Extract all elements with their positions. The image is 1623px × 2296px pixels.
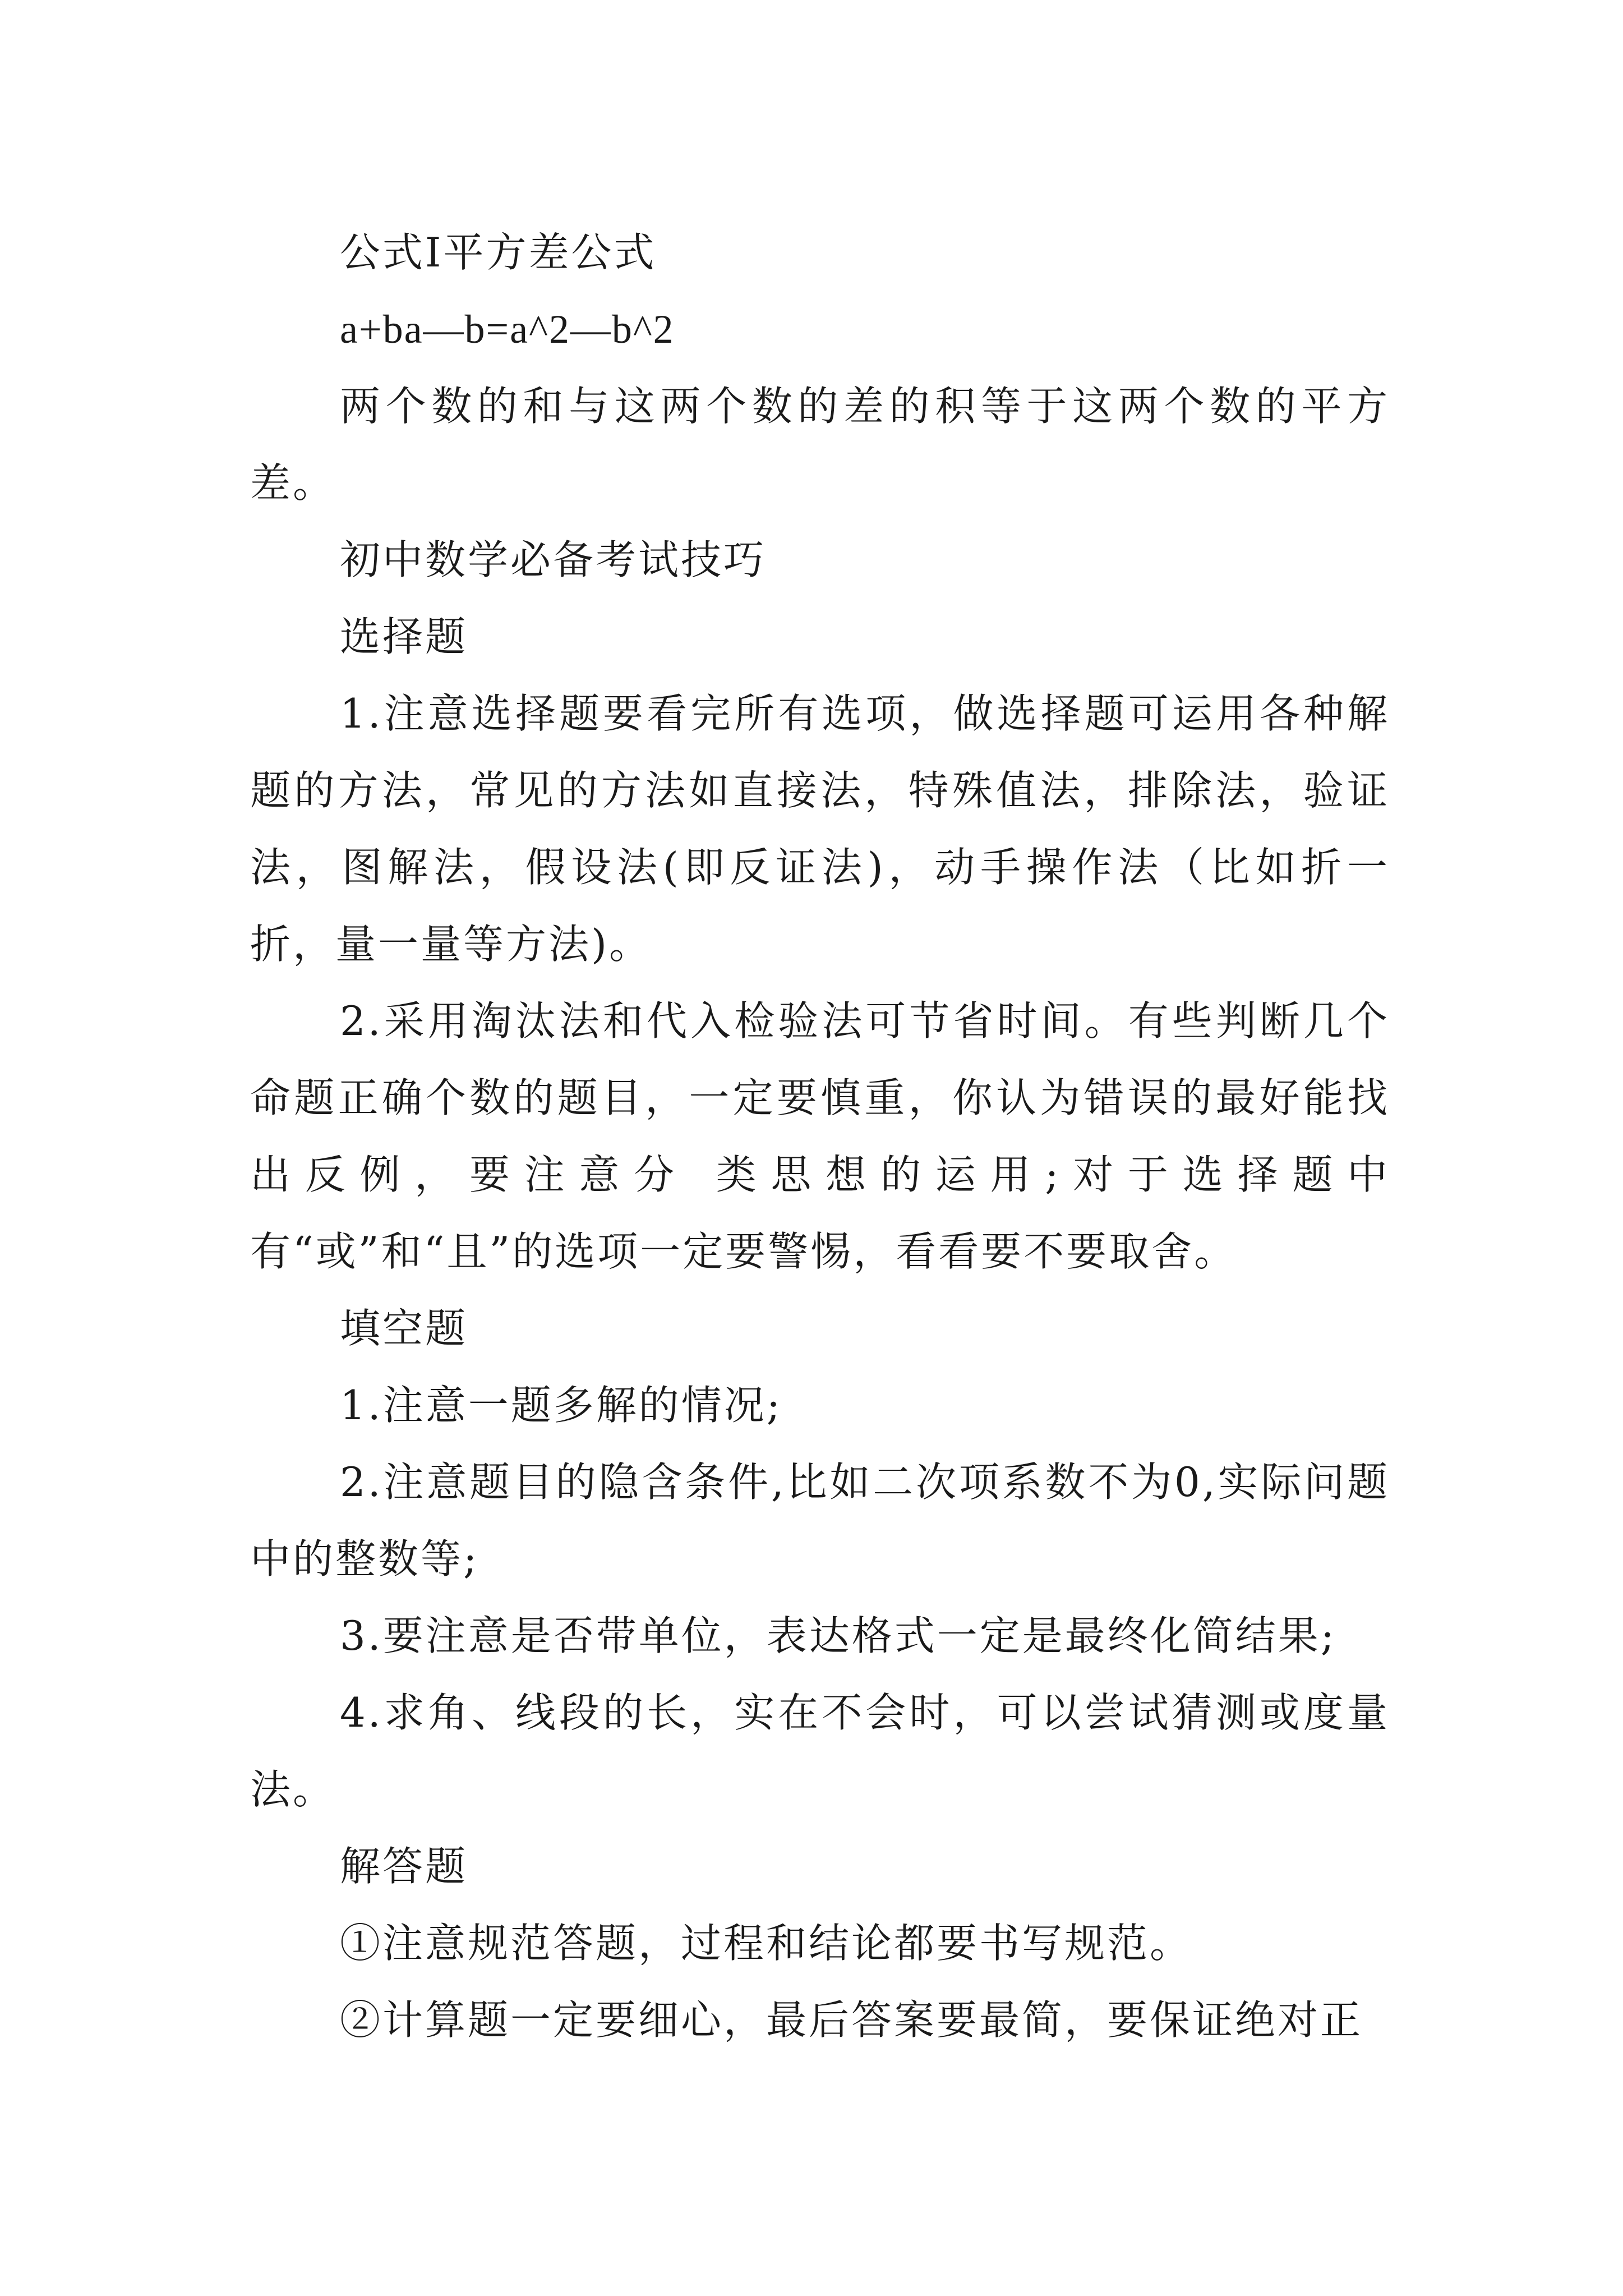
document-body bbox=[250, 214, 1390, 2059]
subheading-fill-in-blank: 填空题 bbox=[340, 1305, 468, 1352]
subheading-multiple-choice: 选择题 bbox=[340, 613, 468, 660]
subheading-problem-solving: 解答题 bbox=[340, 1843, 468, 1890]
fill-in-blank-tip-4: 4.求角、线段的长，实在不会时，可以尝试猜测或度量法。 bbox=[250, 1689, 1390, 1813]
formula-expression: a+ba—b=a^2—b^2 bbox=[340, 307, 675, 352]
multiple-choice-tip-2: 2.采用淘汰法和代入检验法可节省时间。有些判断几个命题正确个数的题目，一定要慎重，你认为错误的最好能找出反例，要注意分 类思想的运用;对于选择题中有“或”和“且”的选项一定要警惕，看看要不要取舍。 bbox=[250, 997, 1390, 1275]
section-heading-exam-tips: 初中数学必备考试技巧 bbox=[340, 536, 767, 583]
fill-in-blank-tip-3: 3.要注意是否带单位，表达格式一定是最终化简结果; bbox=[340, 1612, 1336, 1659]
formula-description: 两个数的和与这两个数的差的积等于这两个数的平方差。 bbox=[250, 383, 1390, 507]
problem-solving-tip-1: ①注意规范答题，过程和结论都要书写规范。 bbox=[340, 1920, 1193, 1967]
fill-in-blank-tip-2: 2.注意题目的隐含条件,比如二次项系数不为0,实际问题中的整数等; bbox=[250, 1458, 1390, 1582]
formula-title: 公式Ⅰ平方差公式 bbox=[340, 229, 657, 276]
multiple-choice-tip-1: 1.注意选择题要看完所有选项，做选择题可运用各种解题的方法，常见的方法如直接法，特殊值法，排除法，验证法，图解法，假设法(即反证法)，动手操作法（比如折一折，量一量等方法)。 bbox=[250, 690, 1390, 968]
fill-in-blank-tip-1: 1.注意一题多解的情况; bbox=[340, 1382, 782, 1429]
problem-solving-tip-2: ②计算题一定要细心，最后答案要最简，要保证绝对正 bbox=[340, 1996, 1363, 2044]
